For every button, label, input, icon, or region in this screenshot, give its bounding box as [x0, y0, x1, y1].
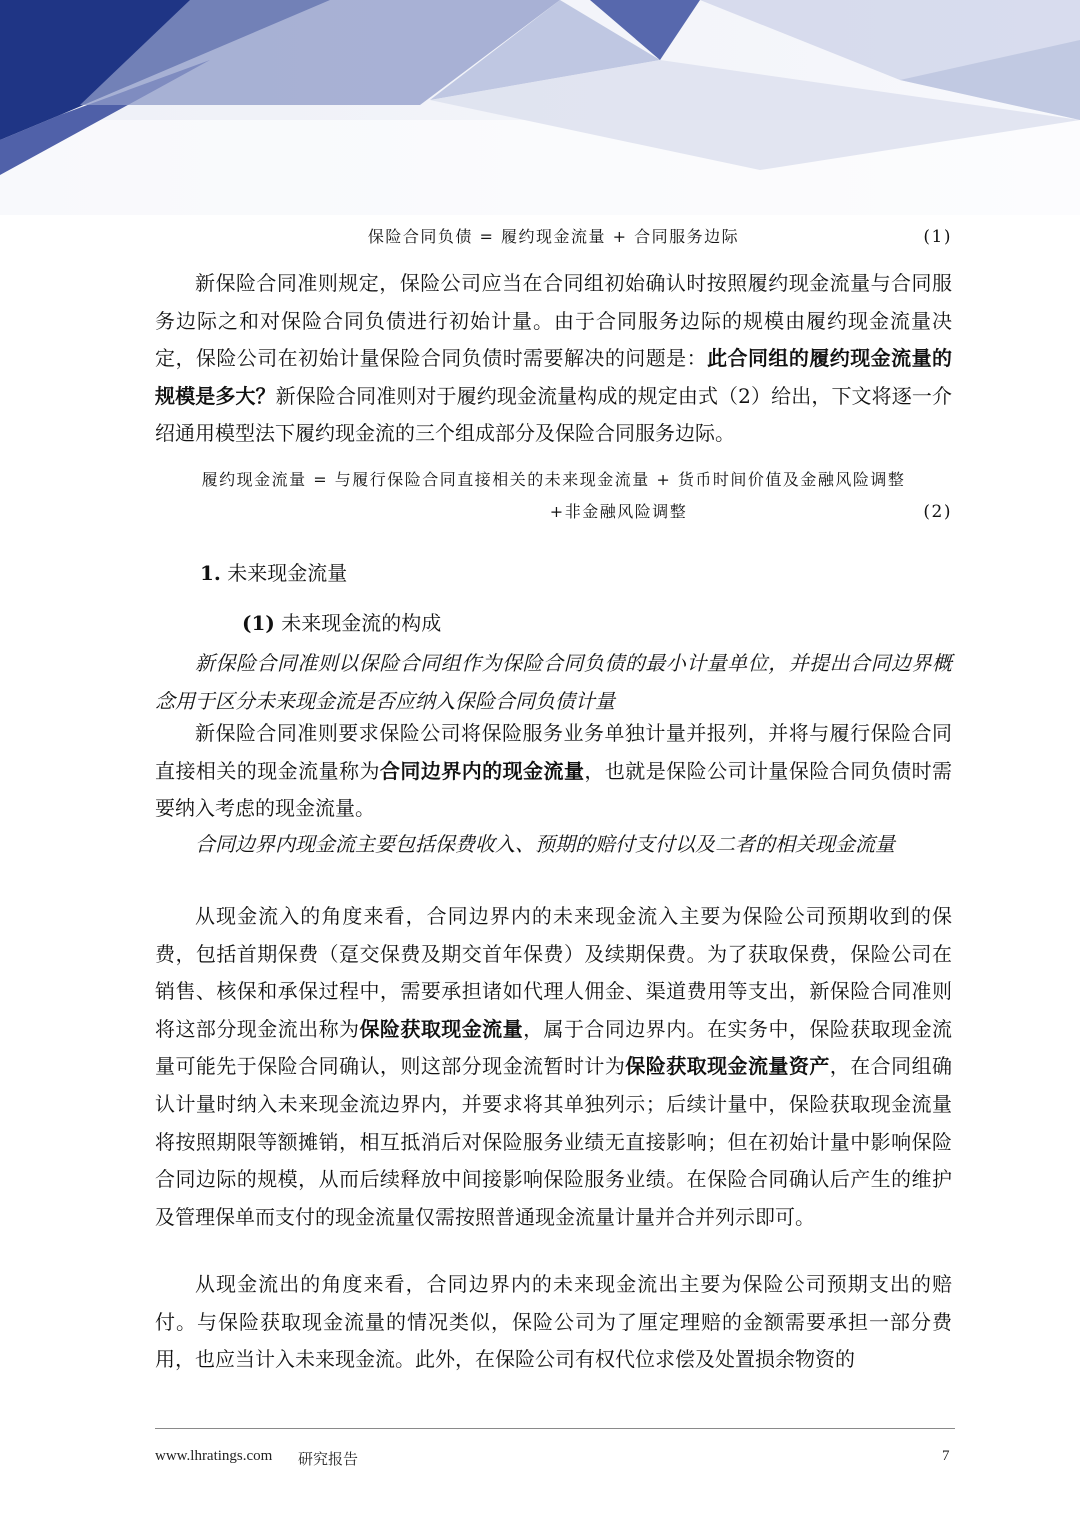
section-title: 未来现金流量 — [227, 561, 348, 585]
header-banner — [0, 0, 1080, 215]
paragraph-3-text-a: 从现金流入的角度来看，合同边界内的未来现金流入主要为保险公司预期收到的保费，包括首期保费（趸交保费及期交首年保费）及续期保费。为了获取保费，保险公司在销售、核保和承保过程中，需要承担诸如代理人佣金、渠道费用等支出，新保险合同准则将这部分现金流出称为 — [155, 904, 952, 1041]
subsection-number: (1) — [242, 611, 275, 635]
subsection-heading — [242, 607, 441, 639]
equation-1-number: (1) — [923, 227, 952, 247]
paragraph-3-bold-2: 保险获取现金流量资产 — [625, 1054, 830, 1079]
paragraph-3-text-b: ，属于合同边界内。在实务中，保险获取现金流量可能先于保险合同确认，则这部分现金流暂时计为 — [155, 1016, 953, 1079]
equation-2-number: (2) — [923, 502, 952, 522]
equation-1-text: 保险合同负债 = 履约现金流量 + 合同服务边际 — [367, 227, 740, 246]
subsection-title: 未来现金流的构成 — [281, 611, 442, 635]
italic-lead-2: 合同边界内现金流主要包括保费收入、预期的赔付支付以及二者的相关现金流量 — [195, 832, 895, 856]
paragraph-2-tail: ，也就是保险公司计量保险合同负债时需要纳入考虑的现金流量。 — [155, 758, 953, 821]
italic-lead-1: 新保险合同准则以保险合同组作为保险合同负债的最小计量单位，并提出合同边界概念用于区分未来现金流是否应纳入保险合同负债计量 — [155, 651, 952, 713]
paragraph-1-tail: 新保险合同准则对于履约现金流量构成的规定由式（2）给出，下文将逐一介绍通用模型法下履约现金流的三个组成部分及保险合同服务边际。 — [155, 383, 952, 446]
paragraph-3 — [155, 898, 952, 1236]
page-number: 7 — [942, 1448, 950, 1464]
paragraph-3-bold-1: 保险获取现金流量 — [359, 1016, 524, 1041]
paragraph-3-text-c: ，在合同组确认计量时纳入未来现金流边界内，并要求将其单独列示；后续计量中，保险获取现金流量将按照期限等额摊销，相互抵消后对保险服务业绩无直接影响；但在初始计量中影响保险合同边际的规模，从而后续释放中间接影响保险服务业绩。在保险合同确认后产生的维护及管理保单而支付的现金流量仅需按照普通现金流量计量并合并列示即可。 — [155, 1054, 953, 1229]
section-number: 1. — [200, 561, 221, 585]
footer-divider — [155, 1428, 955, 1429]
paragraph-4: 从现金流出的角度来看，合同边界内的未来现金流出主要为保险公司预期支出的赔付。与保险获取现金流量的情况类似，保险公司为了厘定理赔的金额需要承担一部分费用，也应当计入未来现金流。此外，在保险公司有权代位求偿及处置损余物资的 — [155, 1272, 952, 1372]
paragraph-1-bold: 此合同组的履约现金流量的规模是多大？ — [155, 346, 953, 408]
equation-2-line-2 — [155, 496, 952, 528]
paragraph-2 — [155, 715, 952, 828]
paragraph-2-text: 新保险合同准则要求保险公司将保险服务业务单独计量并报列，并将与履行保险合同直接相关的现金流量称为 — [155, 721, 952, 783]
paragraph-1-text: 新保险合同准则规定，保险公司应当在合同组初始确认时按照履约现金流量与合同服务边际之和对保险合同负债进行初始计量。由于合同服务边际的规模由履约现金流量决定，保险公司在初始计量保险合同负债时需要解决的问题是： — [155, 271, 952, 371]
paragraph-1 — [155, 265, 952, 453]
equation-2-line-1 — [155, 464, 952, 496]
equation-1 — [155, 221, 952, 253]
equation-2-text: 履约现金流量 = 与履行保险合同直接相关的未来现金流量 + 货币时间价值及金融风险调整 — [201, 470, 906, 489]
footer-label: 研究报告 — [298, 1452, 359, 1468]
paragraph-2-bold: 合同边界内的现金流量 — [379, 758, 585, 783]
equation-2-continuation: +非金融风险调整 — [549, 502, 688, 521]
section-heading — [200, 557, 347, 589]
footer-website: www.lhratings.com — [155, 1448, 273, 1464]
